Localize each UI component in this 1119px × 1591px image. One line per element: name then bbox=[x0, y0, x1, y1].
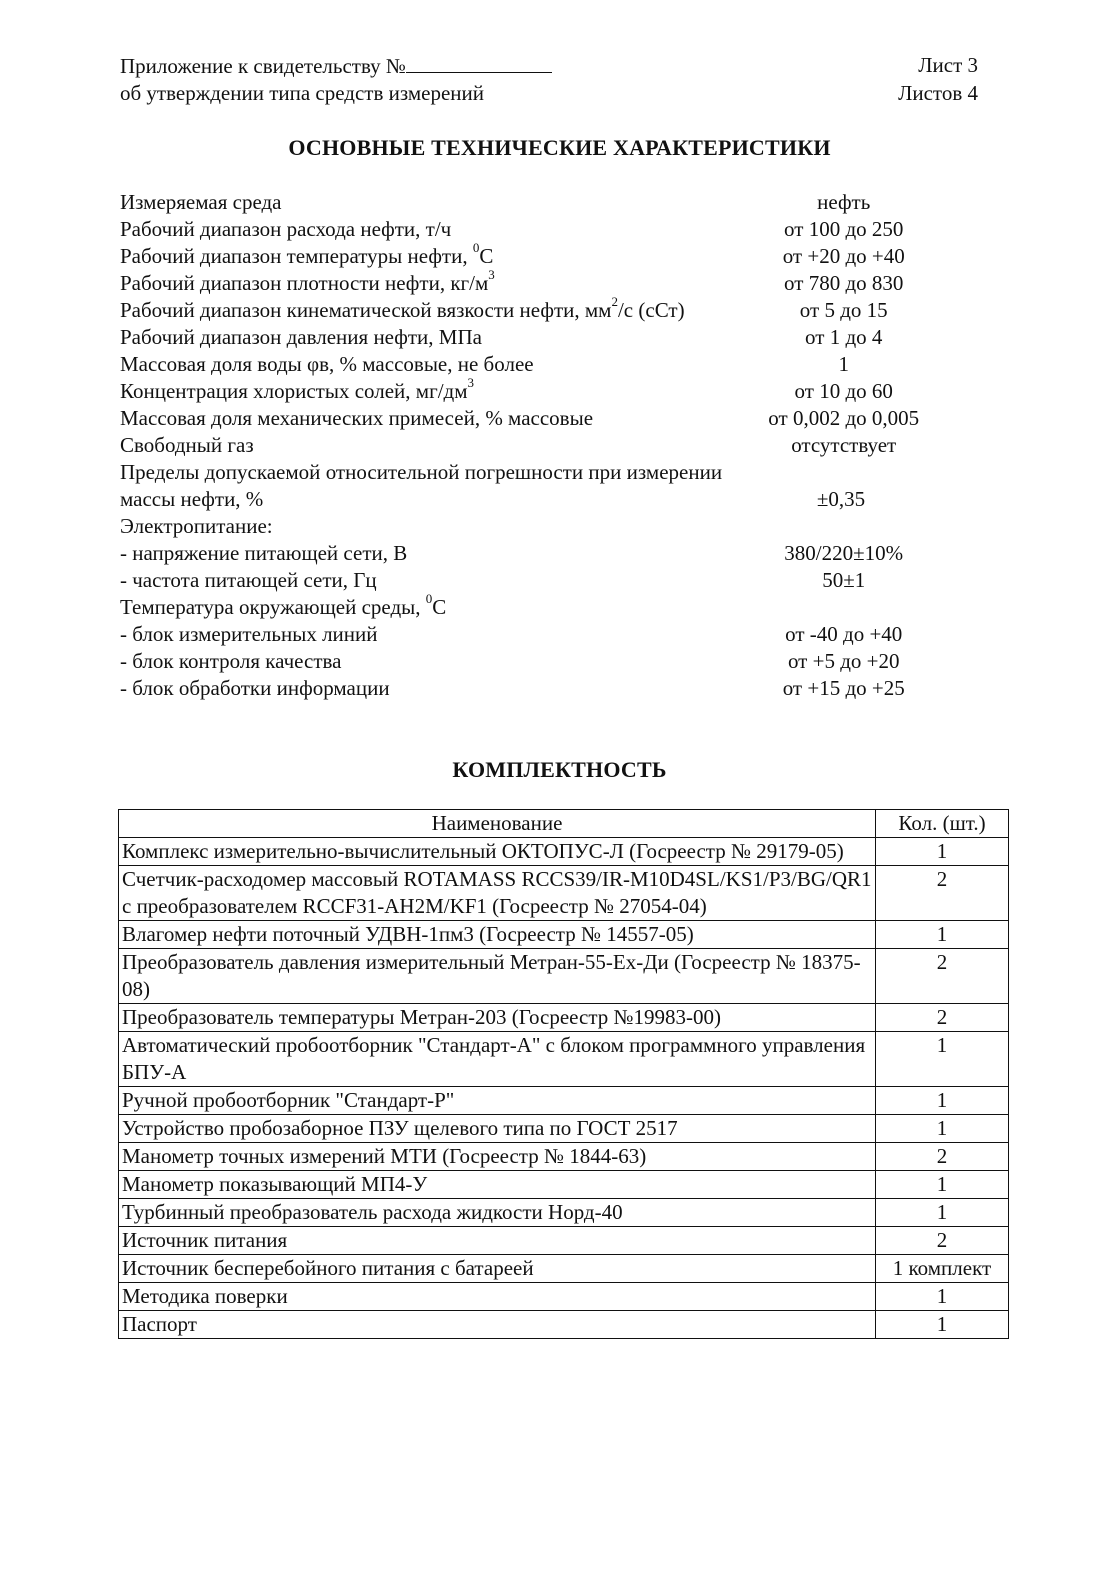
item-name: Устройство пробозаборное ПЗУ щелевого типа по ГОСТ 2517 bbox=[119, 1115, 876, 1143]
spec-row-medium bbox=[120, 189, 960, 216]
sheet-count: Листов 4 bbox=[898, 81, 978, 105]
specs-list bbox=[120, 189, 960, 702]
item-name: Манометр показывающий МП4-У bbox=[119, 1171, 876, 1199]
table-row bbox=[119, 1227, 1009, 1255]
spec-row-viscosity bbox=[120, 294, 960, 324]
table-row bbox=[119, 1087, 1009, 1115]
item-name: Ручной пробоотборник "Стандарт-Р" bbox=[119, 1087, 876, 1115]
spec-value: от -40 до +40 bbox=[785, 622, 903, 646]
table-row bbox=[119, 1143, 1009, 1171]
item-qty: 1 bbox=[876, 1115, 1009, 1143]
spec-label: Рабочий диапазон кинематической вязкости нефти, $мм^2/с$ (сСт) bbox=[120, 294, 685, 322]
spec-label: - блок измерительных линий bbox=[120, 622, 378, 646]
spec-value: от +15 до +25 bbox=[782, 676, 905, 700]
spec-value: от 5 до 15 bbox=[799, 298, 888, 322]
item-qty: 1 комплект bbox=[876, 1255, 1009, 1283]
header-appendix-text: Приложение к свидетельству № bbox=[120, 54, 406, 78]
spec-row-block-lines bbox=[120, 621, 960, 648]
item-qty: 1 bbox=[876, 921, 1009, 949]
item-qty: 1 bbox=[876, 1032, 1009, 1087]
item-name: Турбинный преобразователь расхода жидкости Норд-40 bbox=[119, 1199, 876, 1227]
spec-label: - блок обработки информации bbox=[120, 676, 390, 700]
spec-label: Электропитание: bbox=[120, 514, 273, 538]
table-row bbox=[119, 949, 1009, 1004]
spec-label: Свободный газ bbox=[120, 433, 254, 457]
item-name: Влагомер нефти поточный УДВН-1пм3 (Госреестр № 14557-05) bbox=[119, 921, 876, 949]
spec-label: - частота питающей сети, Гц bbox=[120, 568, 377, 592]
spec-value: от +20 до +40 bbox=[782, 244, 905, 268]
item-name: Паспорт bbox=[119, 1311, 876, 1339]
item-qty: 1 bbox=[876, 838, 1009, 866]
spec-label: Массовая доля механических примесей, % массовые bbox=[120, 406, 594, 430]
table-row bbox=[119, 1032, 1009, 1087]
table-row bbox=[119, 1004, 1009, 1032]
item-name: Автоматический пробоотборник "Стандарт-А" с блоком программного управления БПУ-А bbox=[119, 1032, 876, 1087]
table-row bbox=[119, 1255, 1009, 1283]
spec-row-error bbox=[120, 459, 960, 513]
table-row bbox=[119, 921, 1009, 949]
table-header-row bbox=[119, 810, 1009, 838]
item-name: Преобразователь температуры Метран-203 (Госреестр №19983-00) bbox=[119, 1004, 876, 1032]
spec-label: Массовая доля воды φв, % массовые, не более bbox=[120, 352, 534, 376]
spec-value: 50±1 bbox=[822, 568, 866, 592]
spec-value: от 1 до 4 bbox=[805, 325, 883, 349]
spec-row-pressure bbox=[120, 324, 960, 351]
table-row bbox=[119, 1283, 1009, 1311]
item-name: Методика поверки bbox=[119, 1283, 876, 1311]
column-header-name: Наименование bbox=[119, 810, 876, 838]
spec-row-block-info bbox=[120, 675, 960, 702]
item-qty: 2 bbox=[876, 949, 1009, 1004]
table-row bbox=[119, 1311, 1009, 1339]
spec-row-temp bbox=[120, 240, 960, 270]
spec-row-power bbox=[120, 513, 960, 540]
spec-value: 1 bbox=[838, 352, 849, 376]
column-header-qty: Кол. (шт.) bbox=[876, 810, 1009, 838]
spec-row-voltage bbox=[120, 540, 960, 567]
spec-value: от 100 до 250 bbox=[784, 217, 904, 241]
item-qty: 1 bbox=[876, 1087, 1009, 1115]
kit-title: КОМПЛЕКТНОСТЬ bbox=[452, 757, 667, 782]
spec-row-block-quality bbox=[120, 648, 960, 675]
item-name: Манометр точных измерений МТИ (Госреестр № 1844-63) bbox=[119, 1143, 876, 1171]
spec-label: Измеряемая среда bbox=[120, 190, 282, 214]
spec-row-flow bbox=[120, 216, 960, 243]
spec-row-ambient bbox=[120, 591, 960, 621]
spec-row-frequency bbox=[120, 567, 960, 594]
sheet-number: Лист 3 bbox=[918, 53, 978, 77]
table-row bbox=[119, 1115, 1009, 1143]
item-qty: 1 bbox=[876, 1171, 1009, 1199]
item-qty: 2 bbox=[876, 1227, 1009, 1255]
spec-row-gas bbox=[120, 432, 960, 459]
item-qty: 1 bbox=[876, 1283, 1009, 1311]
spec-row-density bbox=[120, 267, 960, 297]
table-row bbox=[119, 1199, 1009, 1227]
item-qty: 1 bbox=[876, 1199, 1009, 1227]
item-qty: 2 bbox=[876, 1143, 1009, 1171]
item-name: Счетчик-расходомер массовый ROTAMASS RCCS39/IR-M10D4SL/KS1/P3/BG/QR1 с преобразователем RCCF31-AH2M/KF1 (Госреестр № 27054-04) bbox=[119, 866, 876, 921]
specs-title: ОСНОВНЫЕ ТЕХНИЧЕСКИЕ ХАРАКТЕРИСТИКИ bbox=[288, 135, 831, 160]
spec-value: от 10 до 60 bbox=[794, 379, 893, 403]
spec-value: от 0,002 до 0,005 bbox=[768, 406, 920, 430]
spec-value: нефть bbox=[817, 190, 871, 214]
spec-label: Концентрация хлористых солей, $мг/дм^3$ bbox=[120, 375, 475, 403]
spec-value: от +5 до +20 bbox=[787, 649, 900, 673]
item-qty: 2 bbox=[876, 1004, 1009, 1032]
spec-row-impurities bbox=[120, 405, 960, 432]
spec-label: Рабочий диапазон температуры нефти, $^0$С bbox=[120, 240, 494, 268]
item-name: Комплекс измерительно-вычислительный ОКТОПУС-Л (Госреестр № 29179-05) bbox=[119, 838, 876, 866]
spec-label: Рабочий диапазон давления нефти, МПа bbox=[120, 325, 482, 349]
item-name: Источник бесперебойного питания с батареей bbox=[119, 1255, 876, 1283]
spec-label: - напряжение питающей сети, В bbox=[120, 541, 408, 565]
header-approval-text: об утверждении типа средств измерений bbox=[120, 81, 485, 105]
item-name: Преобразователь давления измерительный Метран-55-Ех-Ди (Госреестр № 18375-08) bbox=[119, 949, 876, 1004]
spec-value: отсутствует bbox=[791, 433, 897, 457]
table-row bbox=[119, 838, 1009, 866]
completeness-table bbox=[118, 809, 1009, 1339]
spec-label: Рабочий диапазон расхода нефти, т/ч bbox=[120, 217, 452, 241]
header-line-1 bbox=[120, 52, 978, 80]
table-row bbox=[119, 1171, 1009, 1199]
spec-label: Рабочий диапазон плотности нефти, $кг/м^3$ bbox=[120, 267, 495, 295]
certificate-number-blank bbox=[406, 52, 552, 73]
spec-label: Температура окружающей среды, $^0$С bbox=[120, 591, 447, 619]
spec-row-salts bbox=[120, 375, 960, 405]
header-line-2 bbox=[120, 80, 978, 108]
spec-label: Пределы допускаемой относительной погрешности при измерении массы нефти, % bbox=[120, 460, 723, 511]
spec-row-water bbox=[120, 351, 960, 378]
spec-value: 380/220±10% bbox=[784, 541, 904, 565]
item-qty: 2 bbox=[876, 866, 1009, 921]
spec-value: ±0,35 bbox=[816, 487, 866, 511]
spec-value: от 780 до 830 bbox=[784, 271, 904, 295]
item-name: Источник питания bbox=[119, 1227, 876, 1255]
item-qty: 1 bbox=[876, 1311, 1009, 1339]
table-row bbox=[119, 866, 1009, 921]
document-header bbox=[120, 52, 978, 108]
spec-label: - блок контроля качества bbox=[120, 649, 342, 673]
